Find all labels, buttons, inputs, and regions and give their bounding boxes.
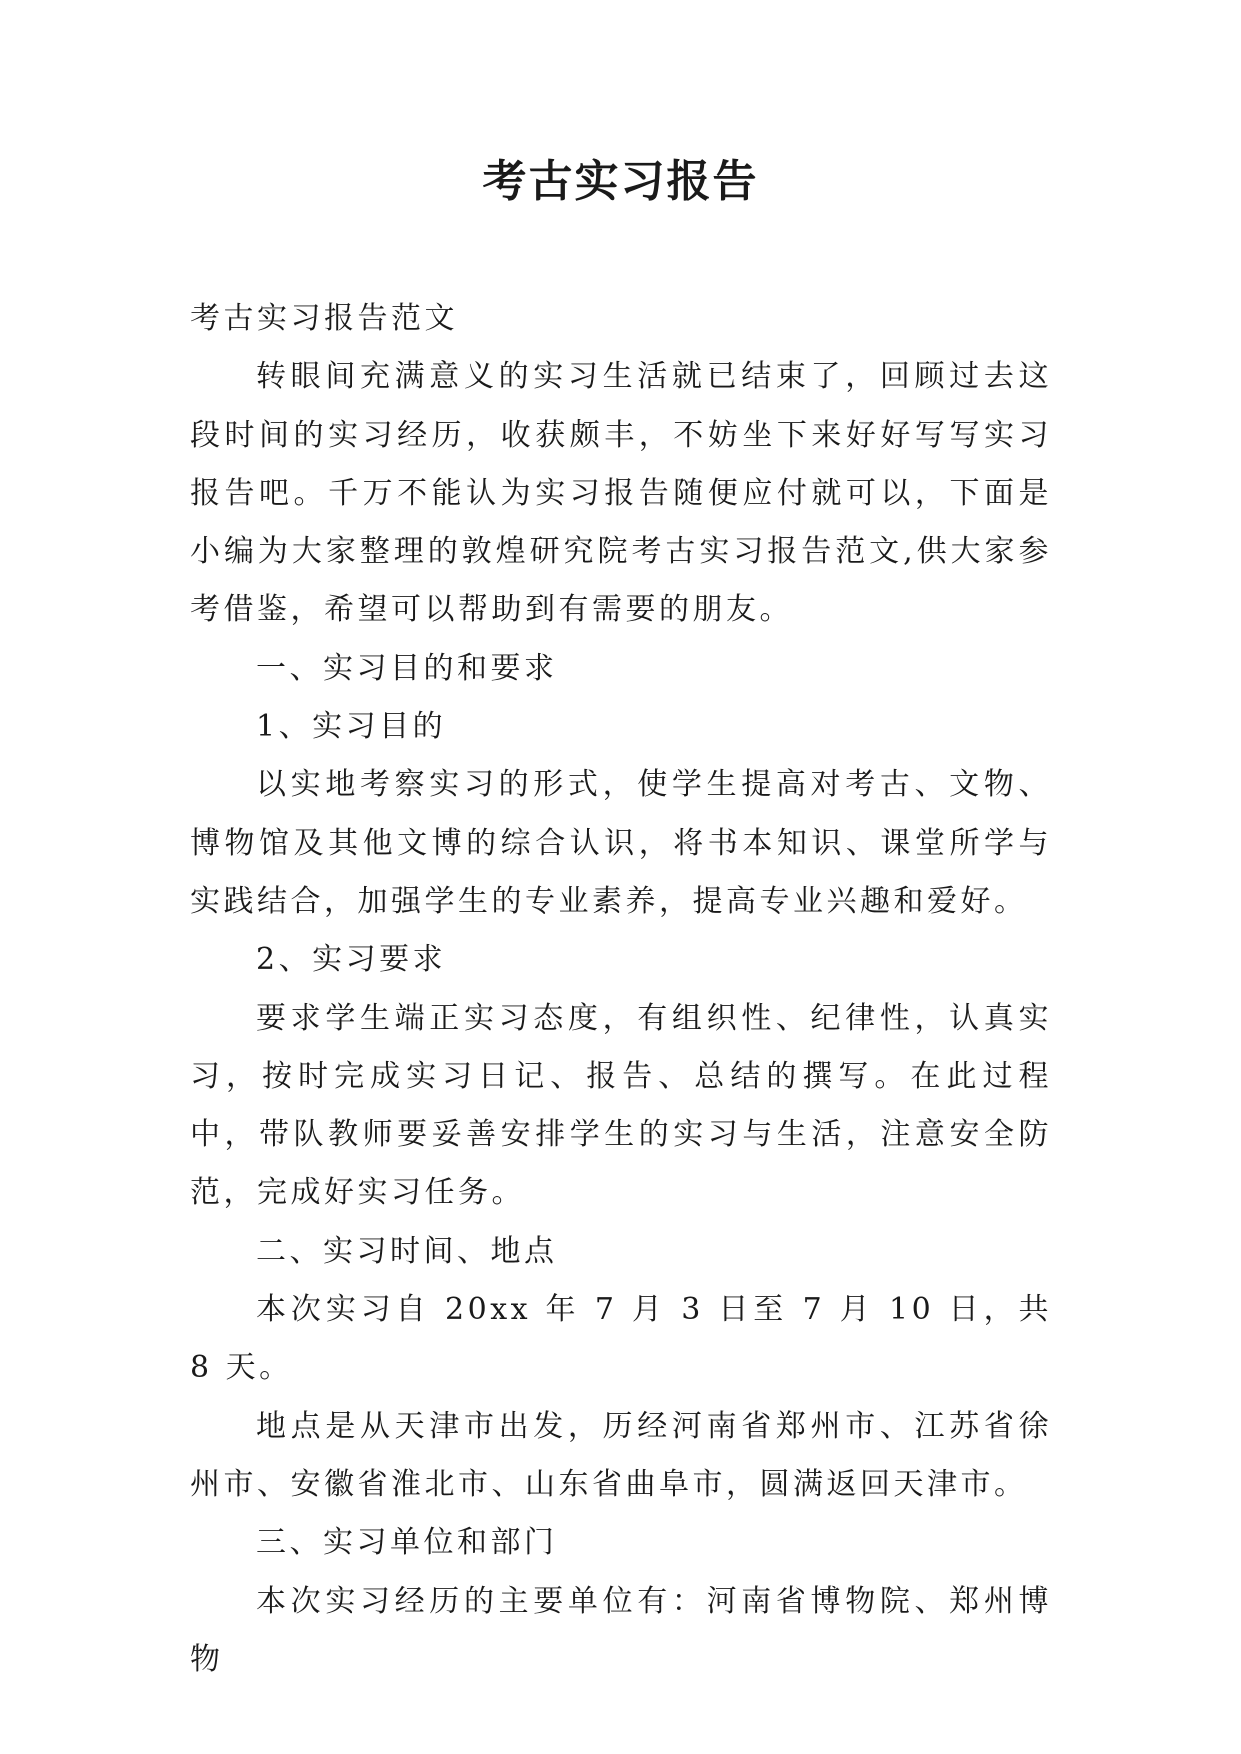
paragraph-subtitle: 考古实习报告范文 — [190, 301, 458, 336]
heading-subsection-1-2: 2、实习要求 — [256, 942, 447, 978]
heading-section-2: 二、实习时间、地点 — [256, 1233, 558, 1269]
paragraph-time: 本次实习自 20xx 年 7 月 3 日至 7 月 10 日，共 8 天。 — [190, 1292, 1052, 1386]
document-title: 考古实习报告 — [482, 156, 759, 207]
heading-section-1: 一、实习目的和要求 — [256, 650, 558, 686]
document-body — [190, 290, 1052, 1689]
heading-section-3: 三、实习单位和部门 — [256, 1525, 558, 1561]
paragraph-location: 地点是从天津市出发，历经河南省郑州市、江苏省徐州市、安徽省淮北市、山东省曲阜市，圆满返回天津市。 — [190, 1408, 1052, 1502]
paragraph-intro: 转眼间充满意义的实习生活就已结束了，回顾过去这段时间的实习经历，收获颇丰，不妨坐下来好好写写实习报告吧。千万不能认为实习报告随便应付就可以，下面是小编为大家整理的敦煌研究院考古实习报告范文,供大家参考借鉴，希望可以帮助到有需要的朋友。 — [190, 359, 1052, 628]
paragraph-purpose: 以实地考察实习的形式，使学生提高对考古、文物、博物馆及其他文博的综合认识，将书本知识、课堂所学与实践结合，加强学生的专业素养，提高专业兴趣和爱好。 — [190, 767, 1052, 919]
paragraph-requirements: 要求学生端正实习态度，有组织性、纪律性，认真实习，按时完成实习日记、报告、总结的撰写。在此过程中，带队教师要妥善安排学生的实习与生活，注意安全防范，完成好实习任务。 — [190, 1000, 1052, 1211]
heading-subsection-1-1: 1、实习目的 — [256, 709, 447, 745]
paragraph-units: 本次实习经历的主要单位有：河南省博物院、郑州博物 — [190, 1583, 1052, 1677]
